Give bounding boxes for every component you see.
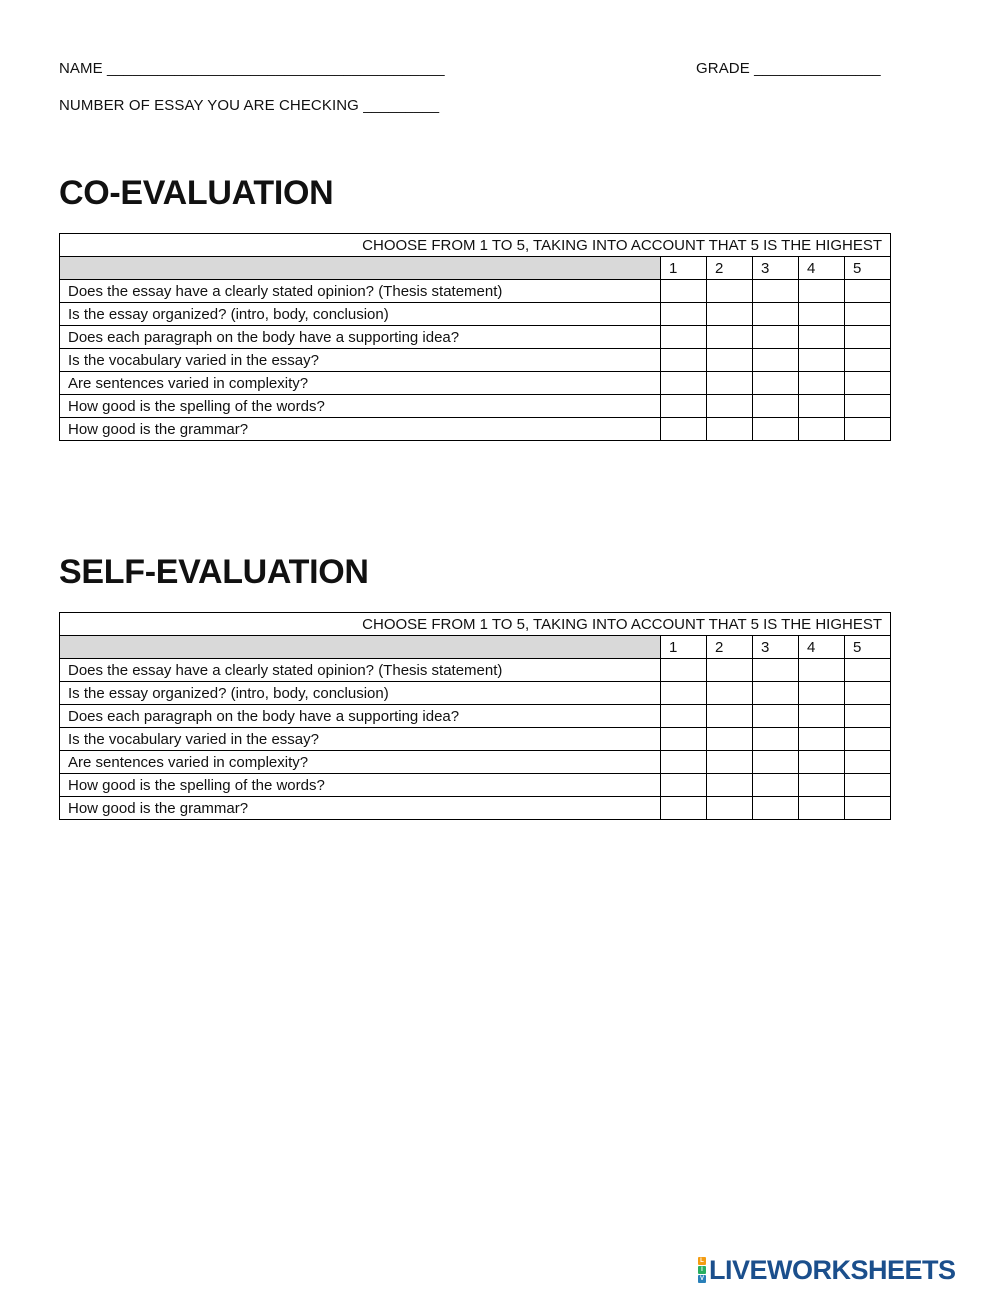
rating-cell-1[interactable] xyxy=(661,395,707,418)
rating-cell-5[interactable] xyxy=(845,349,891,372)
rating-cell-2[interactable] xyxy=(707,418,753,441)
question-text: Does the essay have a clearly stated opinion? (Thesis statement) xyxy=(60,280,661,303)
rating-cell-3[interactable] xyxy=(753,349,799,372)
rating-cell-2[interactable] xyxy=(707,395,753,418)
logo-mark-cell: I xyxy=(698,1266,706,1274)
instruction-text: CHOOSE FROM 1 TO 5, TAKING INTO ACCOUNT THAT 5 IS THE HIGHEST xyxy=(60,234,891,257)
rating-cell-3[interactable] xyxy=(753,728,799,751)
rating-cell-4[interactable] xyxy=(799,418,845,441)
question-text: Is the essay organized? (intro, body, conclusion) xyxy=(60,303,661,326)
rating-cell-4[interactable] xyxy=(799,280,845,303)
rating-cell-2[interactable] xyxy=(707,372,753,395)
rating-cell-3[interactable] xyxy=(753,326,799,349)
rating-cell-1[interactable] xyxy=(661,728,707,751)
rating-cell-4[interactable] xyxy=(799,751,845,774)
scale-label-5: 5 xyxy=(845,257,891,280)
instruction-row xyxy=(60,613,891,636)
rating-cell-2[interactable] xyxy=(707,280,753,303)
rating-cell-1[interactable] xyxy=(661,418,707,441)
rating-cell-2[interactable] xyxy=(707,728,753,751)
rating-cell-4[interactable] xyxy=(799,659,845,682)
question-row xyxy=(60,682,891,705)
rating-cell-4[interactable] xyxy=(799,705,845,728)
rating-cell-4[interactable] xyxy=(799,349,845,372)
rating-cell-4[interactable] xyxy=(799,728,845,751)
rating-cell-2[interactable] xyxy=(707,326,753,349)
question-text: Are sentences varied in complexity? xyxy=(60,751,661,774)
question-row xyxy=(60,303,891,326)
question-text: How good is the grammar? xyxy=(60,418,661,441)
scale-label-3: 3 xyxy=(753,636,799,659)
question-row xyxy=(60,705,891,728)
question-text: Does the essay have a clearly stated opinion? (Thesis statement) xyxy=(60,659,661,682)
rating-cell-1[interactable] xyxy=(661,280,707,303)
question-text: Are sentences varied in complexity? xyxy=(60,372,661,395)
rating-cell-3[interactable] xyxy=(753,418,799,441)
rating-cell-5[interactable] xyxy=(845,728,891,751)
rating-cell-3[interactable] xyxy=(753,280,799,303)
rating-cell-5[interactable] xyxy=(845,418,891,441)
rating-cell-2[interactable] xyxy=(707,705,753,728)
rating-cell-2[interactable] xyxy=(707,751,753,774)
rating-cell-1[interactable] xyxy=(661,303,707,326)
rating-cell-1[interactable] xyxy=(661,326,707,349)
rating-cell-5[interactable] xyxy=(845,303,891,326)
question-row xyxy=(60,349,891,372)
question-row xyxy=(60,659,891,682)
question-row xyxy=(60,797,891,820)
rating-cell-2[interactable] xyxy=(707,659,753,682)
rating-cell-5[interactable] xyxy=(845,682,891,705)
co-evaluation-title: CO-EVALUATION xyxy=(59,174,334,212)
question-row xyxy=(60,395,891,418)
rating-cell-4[interactable] xyxy=(799,303,845,326)
rating-cell-5[interactable] xyxy=(845,751,891,774)
shaded-header-cell xyxy=(60,636,661,659)
logo-mark-cell: L xyxy=(698,1257,706,1265)
rating-cell-4[interactable] xyxy=(799,372,845,395)
rating-cell-4[interactable] xyxy=(799,395,845,418)
rating-cell-2[interactable] xyxy=(707,682,753,705)
rating-cell-2[interactable] xyxy=(707,349,753,372)
rating-cell-5[interactable] xyxy=(845,395,891,418)
rating-cell-2[interactable] xyxy=(707,797,753,820)
logo-mark-cell: V xyxy=(699,1276,704,1282)
question-row xyxy=(60,751,891,774)
shaded-header-cell xyxy=(60,257,661,280)
rating-cell-4[interactable] xyxy=(799,797,845,820)
rating-cell-3[interactable] xyxy=(753,682,799,705)
question-text: How good is the grammar? xyxy=(60,797,661,820)
rating-cell-5[interactable] xyxy=(845,659,891,682)
rating-cell-3[interactable] xyxy=(753,774,799,797)
scale-row xyxy=(60,636,891,659)
rating-cell-5[interactable] xyxy=(845,326,891,349)
rating-cell-1[interactable] xyxy=(661,349,707,372)
instruction-row xyxy=(60,234,891,257)
rating-cell-5[interactable] xyxy=(845,372,891,395)
question-text: Is the essay organized? (intro, body, conclusion) xyxy=(60,682,661,705)
rating-cell-1[interactable] xyxy=(661,372,707,395)
question-text: Does each paragraph on the body have a supporting idea? xyxy=(60,705,661,728)
scale-label-2: 2 xyxy=(707,257,753,280)
rating-cell-5[interactable] xyxy=(845,705,891,728)
question-text: Is the vocabulary varied in the essay? xyxy=(60,349,661,372)
rating-cell-2[interactable] xyxy=(707,774,753,797)
question-row xyxy=(60,326,891,349)
rating-cell-1[interactable] xyxy=(661,659,707,682)
liveworksheets-logo xyxy=(698,1255,956,1285)
rating-cell-4[interactable] xyxy=(799,326,845,349)
rating-cell-4[interactable] xyxy=(799,682,845,705)
co-evaluation-table xyxy=(59,233,891,441)
question-row xyxy=(60,372,891,395)
rating-cell-1[interactable] xyxy=(661,774,707,797)
scale-row xyxy=(60,257,891,280)
rating-cell-3[interactable] xyxy=(753,303,799,326)
essay-number-field[interactable]: NUMBER OF ESSAY YOU ARE CHECKING _________ xyxy=(59,97,440,114)
scale-label-5: 5 xyxy=(845,636,891,659)
self-evaluation-table xyxy=(59,612,891,820)
rating-cell-5[interactable] xyxy=(845,797,891,820)
question-text: How good is the spelling of the words? xyxy=(60,395,661,418)
grade-field[interactable]: GRADE _______________ xyxy=(696,60,881,77)
rating-cell-3[interactable] xyxy=(753,705,799,728)
question-text: How good is the spelling of the words? xyxy=(60,774,661,797)
scale-label-1: 1 xyxy=(661,636,707,659)
scale-label-4: 4 xyxy=(799,257,845,280)
logo-text: LIVEWORKSHEETS xyxy=(709,1254,956,1285)
rating-cell-4[interactable] xyxy=(799,774,845,797)
rating-cell-2[interactable] xyxy=(707,303,753,326)
scale-label-1: 1 xyxy=(661,257,707,280)
rating-cell-3[interactable] xyxy=(753,395,799,418)
question-row xyxy=(60,280,891,303)
rating-cell-1[interactable] xyxy=(661,682,707,705)
instruction-text: CHOOSE FROM 1 TO 5, TAKING INTO ACCOUNT THAT 5 IS THE HIGHEST xyxy=(60,613,891,636)
rating-cell-1[interactable] xyxy=(661,751,707,774)
logo-mark-icon xyxy=(698,1257,706,1283)
rating-cell-5[interactable] xyxy=(845,774,891,797)
scale-label-3: 3 xyxy=(753,257,799,280)
question-text: Is the vocabulary varied in the essay? xyxy=(60,728,661,751)
rating-cell-3[interactable] xyxy=(753,797,799,820)
rating-cell-1[interactable] xyxy=(661,797,707,820)
scale-label-2: 2 xyxy=(707,636,753,659)
rating-cell-3[interactable] xyxy=(753,659,799,682)
name-field[interactable]: NAME ________________________________________ xyxy=(59,60,445,77)
question-row xyxy=(60,418,891,441)
question-row xyxy=(60,728,891,751)
question-text: Does each paragraph on the body have a supporting idea? xyxy=(60,326,661,349)
rating-cell-3[interactable] xyxy=(753,372,799,395)
scale-label-4: 4 xyxy=(799,636,845,659)
self-evaluation-title: SELF-EVALUATION xyxy=(59,553,369,591)
rating-cell-5[interactable] xyxy=(845,280,891,303)
rating-cell-3[interactable] xyxy=(753,751,799,774)
rating-cell-1[interactable] xyxy=(661,705,707,728)
question-row xyxy=(60,774,891,797)
